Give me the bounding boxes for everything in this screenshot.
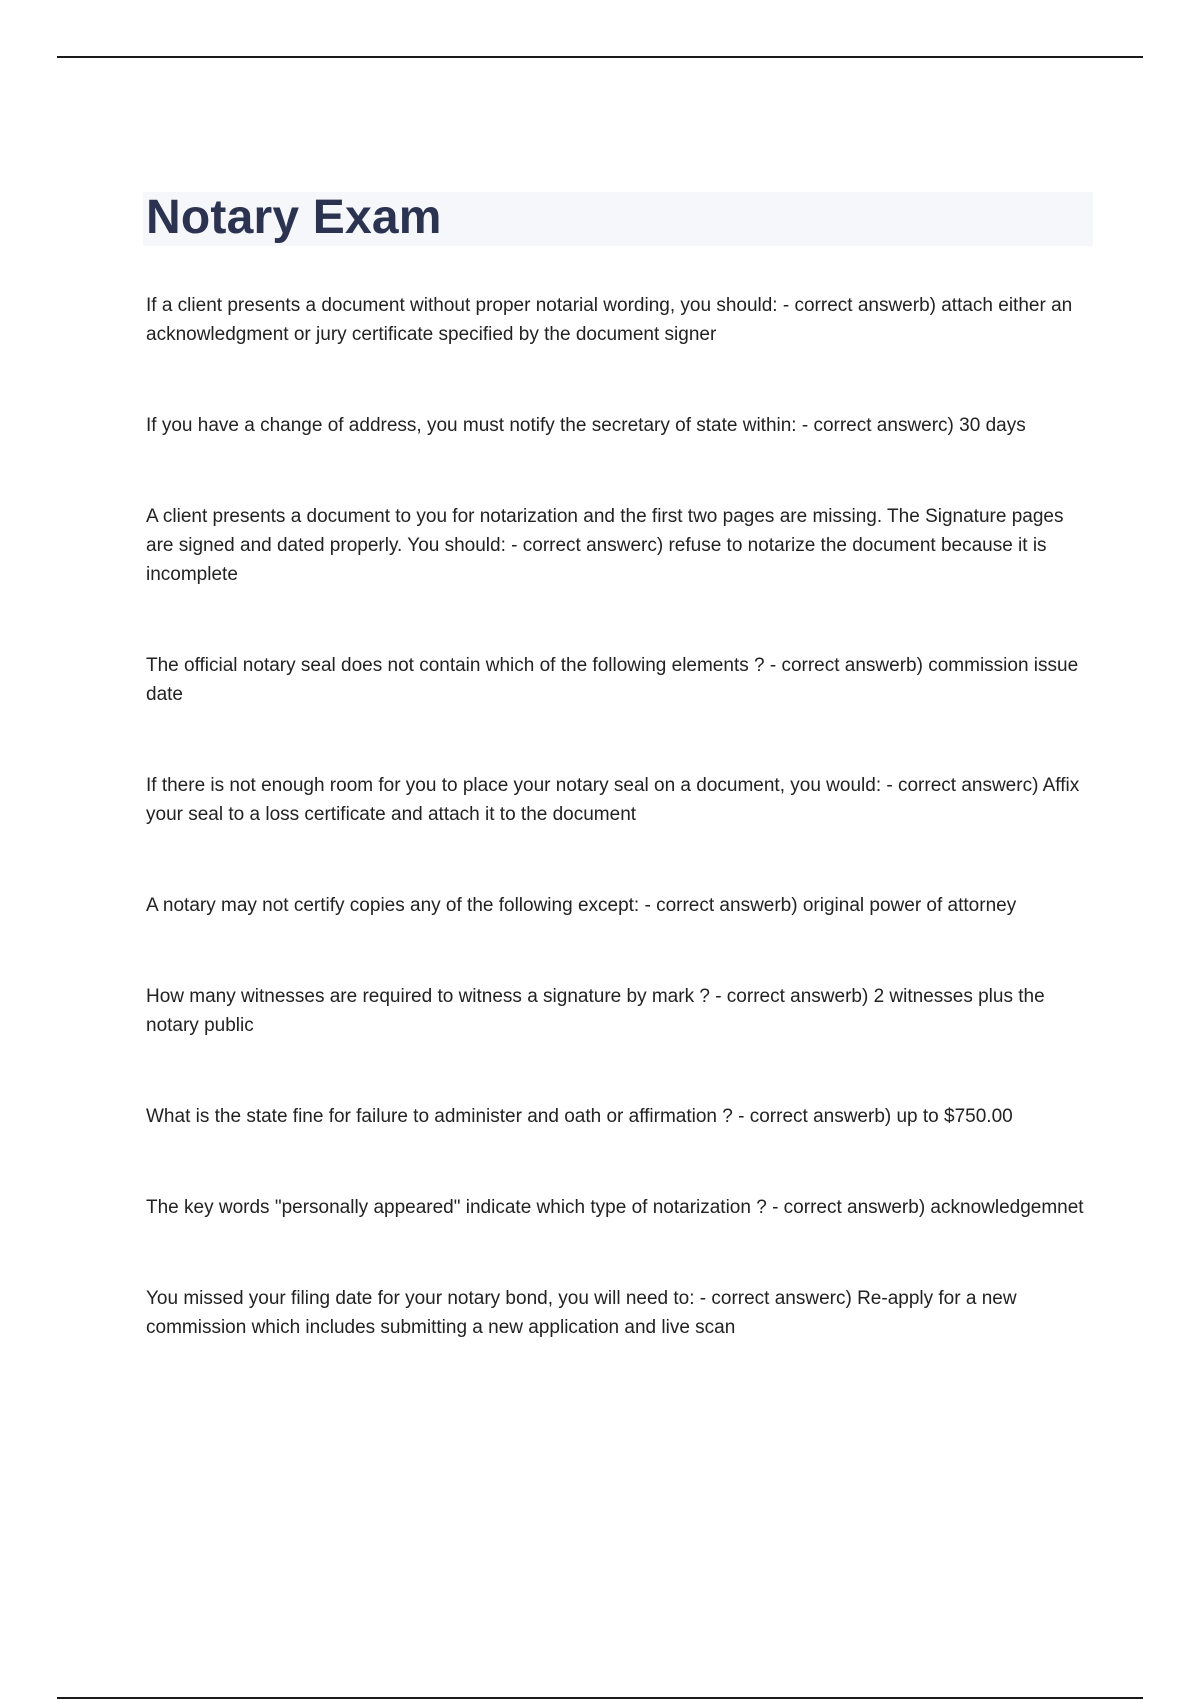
qa-list <box>146 291 1096 1342</box>
qa-item: What is the state fine for failure to administer and oath or affirmation ? - correct answerb) up to $750.00 <box>146 1106 1013 1127</box>
qa-item: If a client presents a document without proper notarial wording, you should: - correct answerb) attach either an acknowledgment or jury certificate specified by the document signer <box>146 295 1073 345</box>
page-title: Notary Exam <box>146 191 442 244</box>
top-rule <box>57 56 1143 58</box>
bottom-rule <box>57 1697 1143 1699</box>
qa-item: A client presents a document to you for notarization and the first two pages are missing. The Signature pages are signed and dated properly. You should: - correct answerc) refuse to notarize the document because it is incomplete <box>146 506 1064 585</box>
qa-item: A notary may not certify copies any of the following except: - correct answerb) original power of attorney <box>146 895 1017 916</box>
qa-item: If you have a change of address, you must notify the secretary of state within: - correct answerc) 30 days <box>146 415 1026 436</box>
qa-item: You missed your filing date for your notary bond, you will need to: - correct answerc) Re-apply for a new commission which includes submitting a new application and live scan <box>146 1288 1017 1338</box>
qa-item: If there is not enough room for you to place your notary seal on a document, you would: - correct answerc) Affix your seal to a loss certificate and attach it to the document <box>146 775 1080 825</box>
qa-item: How many witnesses are required to witness a signature by mark ? - correct answerb) 2 witnesses plus the notary public <box>146 986 1045 1036</box>
qa-item: The official notary seal does not contain which of the following elements ? - correct answerb) commission issue date <box>146 655 1079 705</box>
qa-item: The key words "personally appeared" indicate which type of notarization ? - correct answerb) acknowledgemnet <box>146 1197 1084 1218</box>
